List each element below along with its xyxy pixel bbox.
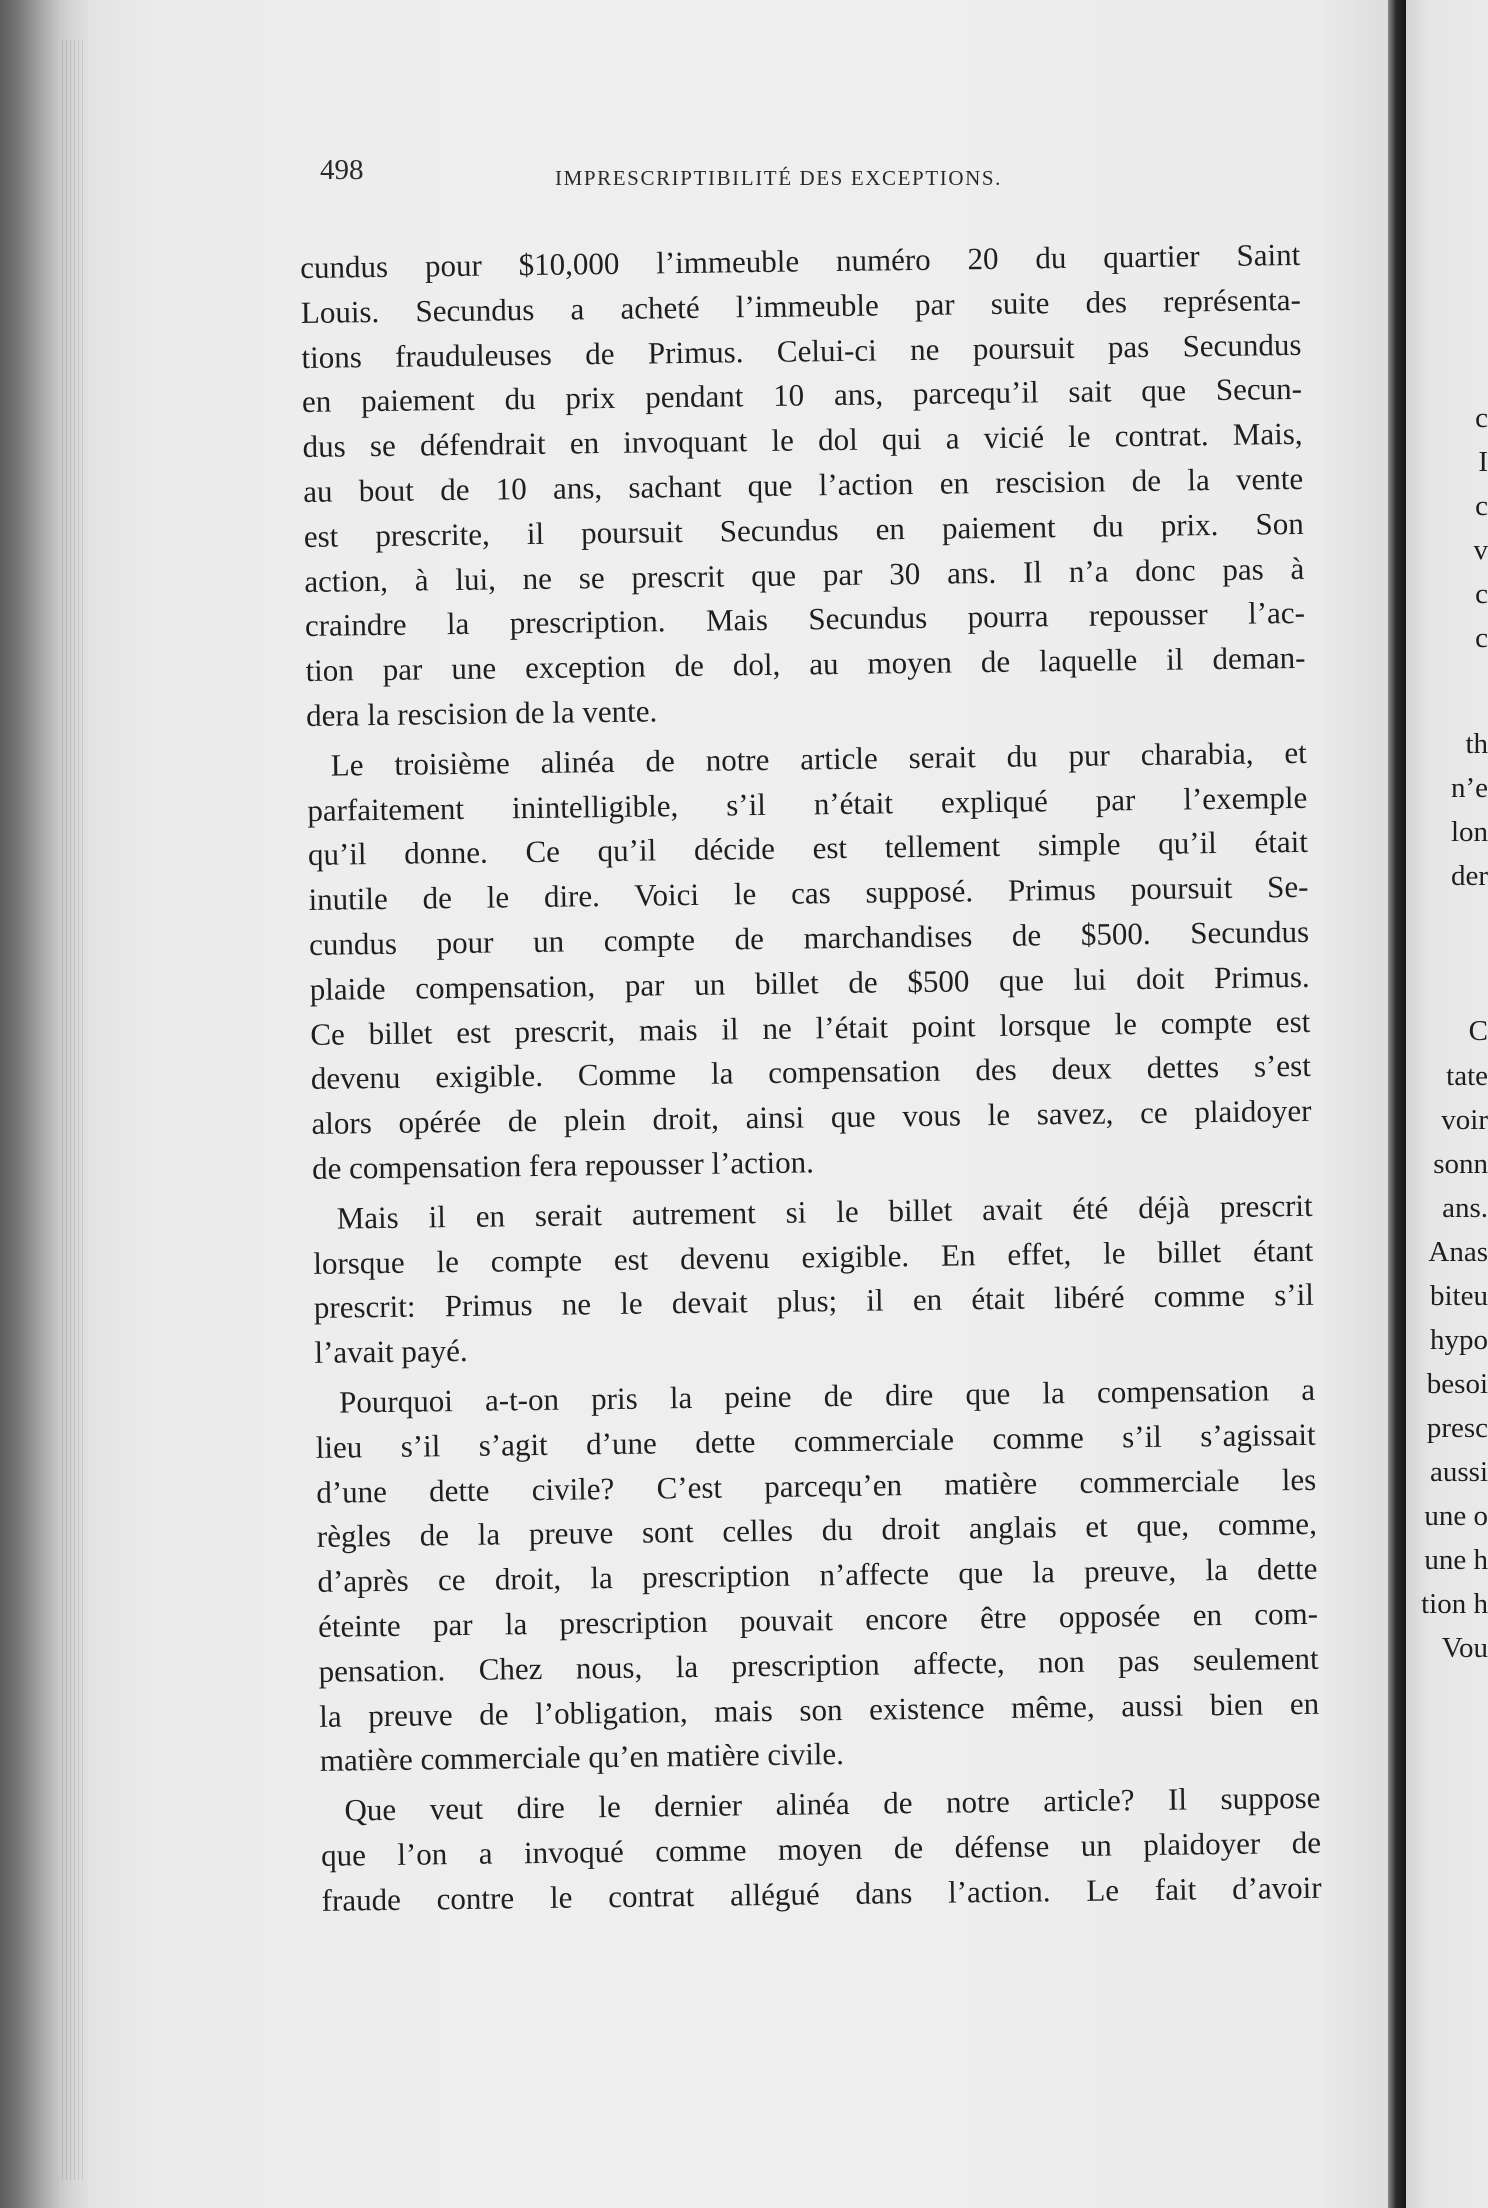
text-line: Mais il en serait autrement si le billet avait été déjà prescrit <box>336 1187 1313 1236</box>
text-line: alors opérée de plein droit, ainsi que vous le savez, ce plaidoyer <box>311 1092 1312 1142</box>
text-line: fraude contre le contrat allégué dans l’action. Le fait d’avoir <box>321 1869 1322 1918</box>
text-line: Le troisième alinéa de notre article serait du pur charabia, et <box>330 734 1307 783</box>
facing-page-fragment: Vou <box>1441 1632 1488 1664</box>
facing-page-fragment: der <box>1450 860 1488 892</box>
text-line: d’une dette civile? C’est parcequ’en matière commerciale les <box>316 1461 1317 1510</box>
facing-page-fragment: I <box>1478 446 1488 478</box>
body-text <box>300 233 1322 1928</box>
facing-page-edge <box>1406 0 1488 2208</box>
facing-page-fragment: c <box>1475 402 1488 434</box>
facing-page-fragment: presc <box>1426 1412 1488 1444</box>
facing-page-fragment: C <box>1468 1015 1488 1047</box>
facing-page-fragment: Anas <box>1428 1236 1488 1268</box>
text-line: Louis. Secundus a acheté l’immeuble par suite des représenta- <box>300 281 1302 330</box>
text-line: éteinte par la prescription pouvait encore être opposée en com- <box>317 1595 1319 1644</box>
facing-page-fragment: hypo <box>1430 1324 1488 1356</box>
text-line: cundus pour $10,000 l’immeuble numéro 20 du quartier Saint <box>300 236 1301 285</box>
text-line: cundus pour un compte de marchandises de $500. Secundus <box>308 913 1310 962</box>
running-head <box>320 154 1320 194</box>
facing-page-fragment: aussi <box>1430 1456 1488 1488</box>
facing-page-fragment: ans. <box>1442 1192 1488 1224</box>
text-line: en paiement du prix pendant 10 ans, parcequ’il sait que Secun- <box>301 371 1303 420</box>
text-line: la preuve de l’obligation, mais son existence même, aussi bien en <box>319 1685 1320 1734</box>
text-line: que l’on a invoqué comme moyen de défense un plaidoyer de <box>320 1824 1322 1873</box>
text-line: prescrit: Primus ne le devait plus; il en était libéré comme s’il <box>313 1277 1315 1326</box>
text-line: Ce billet est prescrit, mais il ne l’était point lorsque le compte est <box>310 1003 1311 1052</box>
facing-page-fragment: c <box>1475 622 1488 654</box>
facing-page-fragment: n’e <box>1450 772 1488 804</box>
facing-page-fragment: une o <box>1424 1500 1488 1532</box>
facing-page-fragment: une h <box>1424 1544 1488 1576</box>
text-line: règles de la preuve sont celles du droit anglais et que, comme, <box>316 1506 1318 1555</box>
facing-page-fragment: besoi <box>1426 1368 1488 1400</box>
facing-page-fragment: voir <box>1441 1104 1488 1136</box>
facing-page-fragment: tion h <box>1421 1588 1488 1620</box>
text-line: d’après ce droit, la prescription n’affecte que la preuve, la dette <box>317 1550 1318 1599</box>
facing-page-fragment: th <box>1465 728 1488 760</box>
facing-page-fragment: c <box>1475 578 1488 610</box>
text-line: est prescrite, il poursuit Secundus en paiement du prix. Son <box>303 505 1304 554</box>
facing-page-fragment: sonn <box>1433 1148 1488 1180</box>
text-line: l’avait payé. <box>314 1333 468 1371</box>
facing-page-fragment: lon <box>1450 816 1488 848</box>
page-number: 498 <box>320 154 364 186</box>
text-line: matière commerciale qu’en matière civile. <box>319 1736 845 1779</box>
text-line: tion par une exception de dol, au moyen de laquelle il deman- <box>305 640 1306 689</box>
text-line: craindre la prescription. Mais Secundus pourra repousser l’ac- <box>304 595 1306 644</box>
text-line: lorsque le compte est devenu exigible. En effet, le billet étant <box>313 1232 1314 1281</box>
text-line: devenu exigible. Comme la compensation des deux dettes s’est <box>310 1048 1312 1097</box>
text-line: tions frauduleuses de Primus. Celui-ci ne poursuit pas Secundus <box>301 326 1302 375</box>
text-line: parfaitement inintelligible, s’il n’était expliqué par l’exemple <box>307 779 1308 828</box>
page-stack-lines <box>62 40 86 2180</box>
text-line: dus se défendrait en invoquant le dol qui a vicié le contrat. Mais, <box>302 416 1303 465</box>
text-line: dera la rescision de la vente. <box>305 693 658 733</box>
text-line: Que veut dire le dernier alinéa de notre article? Il suppose <box>344 1779 1321 1828</box>
running-head-title: IMPRESCRIPTIBILITÉ DES EXCEPTIONS. <box>555 166 1003 190</box>
facing-page-fragment: tate <box>1446 1060 1488 1092</box>
text-line: lieu s’il s’agit d’une dette commerciale comme s’il s’agissait <box>315 1416 1316 1465</box>
text-line: action, à lui, ne se prescrit que par 30 ans. Il n’a donc pas à <box>304 550 1305 599</box>
text-line: de compensation fera repousser l’action. <box>311 1144 815 1186</box>
facing-page-fragment: v <box>1473 534 1488 566</box>
text-line: au bout de 10 ans, sachant que l’action en rescision de la vente <box>302 460 1304 509</box>
facing-page-fragment: c <box>1475 490 1488 522</box>
facing-page-fragment: biteu <box>1430 1280 1488 1312</box>
text-line: pensation. Chez nous, la prescription affecte, non pas seulement <box>318 1640 1319 1689</box>
text-line: qu’il donne. Ce qu’il décide est tellement simple qu’il était <box>307 824 1309 873</box>
text-line: inutile de le dire. Voici le cas supposé. Primus poursuit Se- <box>308 869 1309 918</box>
text-line: Pourquoi a-t-on pris la peine de dire que la compensation a <box>338 1371 1316 1420</box>
book-gutter <box>1388 0 1406 2208</box>
text-line: plaide compensation, par un billet de $500 que lui doit Primus. <box>309 958 1310 1007</box>
